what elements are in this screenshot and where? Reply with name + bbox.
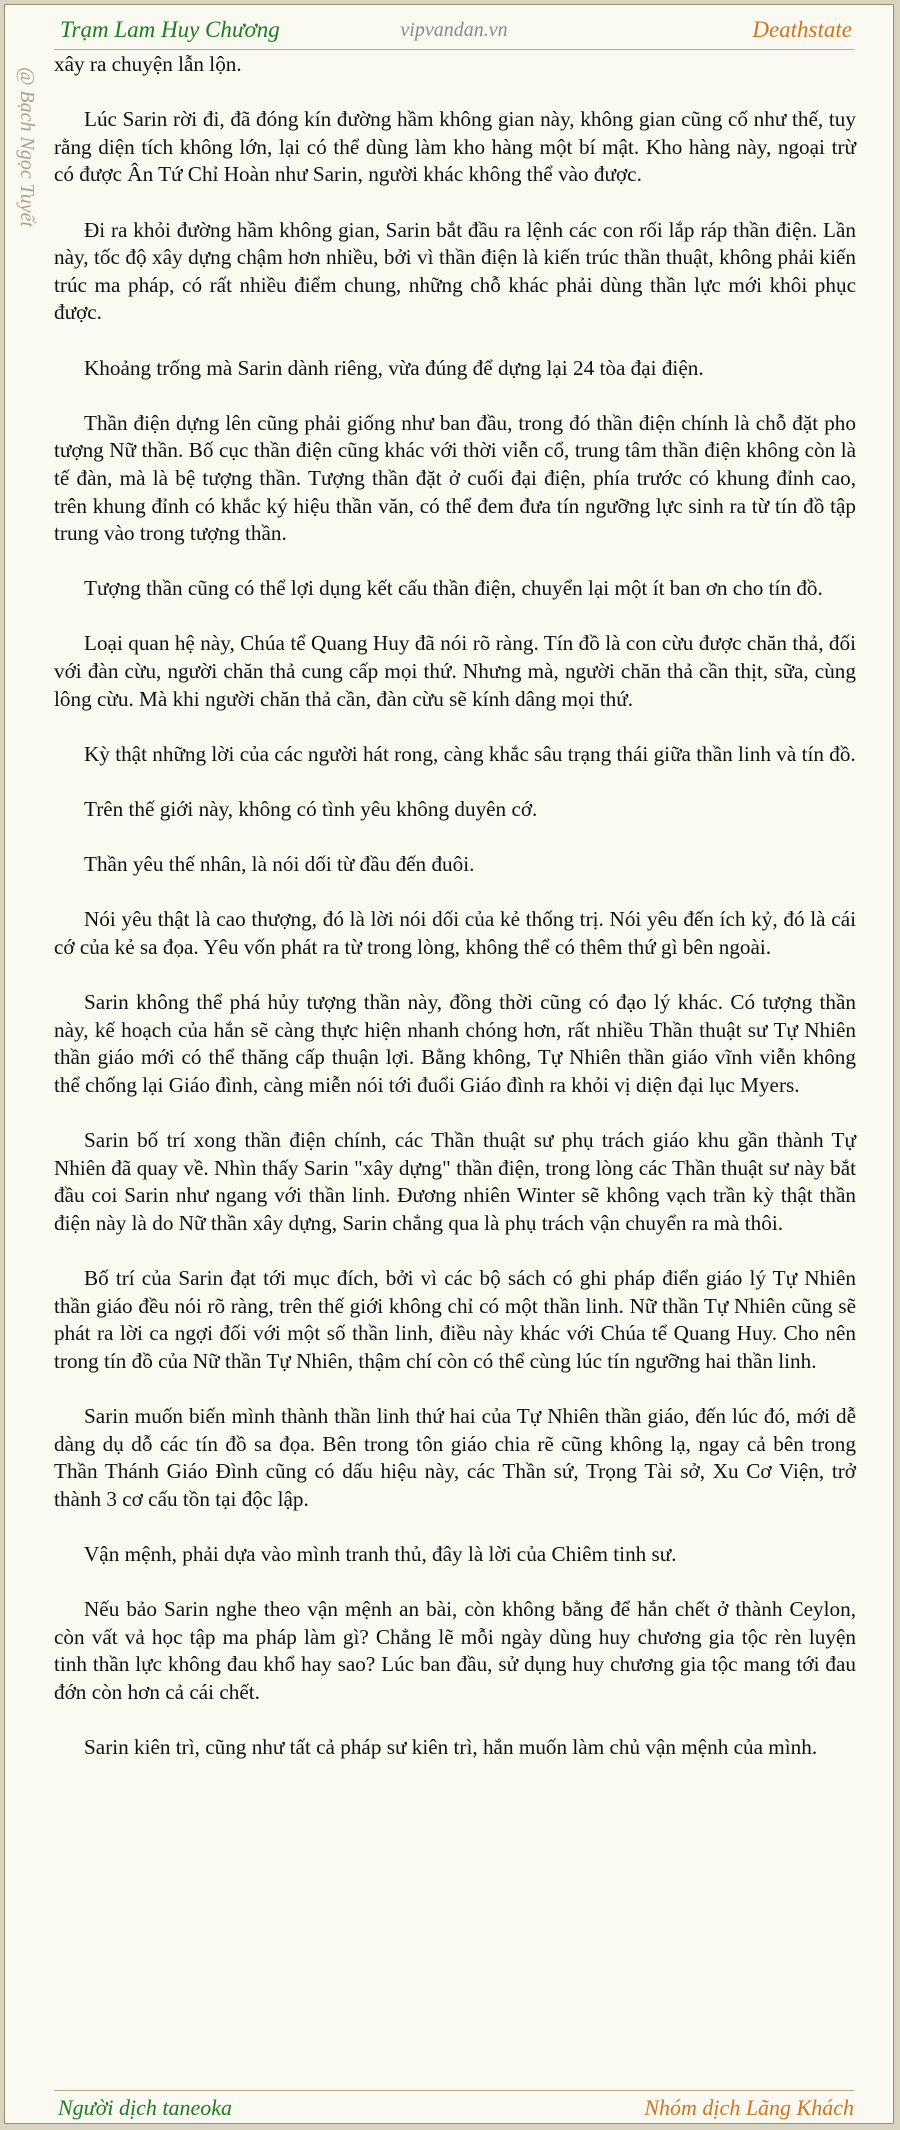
paragraph: Đi ra khỏi đường hầm không gian, Sarin bắt đầu ra lệnh các con rối lắp ráp thần điện. Lần này, tốc độ xây dựng chậm hơn nhiều, bởi vì thần điện là kiến trúc thần thuật, không phải kiến trúc ma pháp, có rất nhiều điểm chung, những chỗ khác phải dùng thần lực mới khôi phục được. <box>54 217 856 325</box>
paragraph: Sarin kiên trì, cũng như tất cả pháp sư kiên trì, hắn muốn làm chủ vận mệnh của mình. <box>84 1735 818 1760</box>
paragraph: Vận mệnh, phải dựa vào mình tranh thủ, đây là lời của Chiêm tinh sư. <box>84 1542 677 1567</box>
paragraph: Sarin bố trí xong thần điện chính, các Thần thuật sư phụ trách giáo khu gần thành Tự Nhiên đã quay về. Nhìn thấy Sarin "xây dựng" thần điện, trong lòng các Thần thuật sư này bắt đầu coi Sarin như ngang với thần linh. Đương nhiên Winter sẽ không vạch trần kỳ thật thần điện này là do Nữ thần xây dựng, Sarin chẳng qua là phụ trách vận chuyển ra mà thôi. <box>54 1128 856 1235</box>
paragraph: Kỳ thật những lời của các người hát rong, càng khắc sâu trạng thái giữa thần linh và tín đồ. <box>84 741 856 766</box>
header-site-title: Trạm Lam Huy Chương <box>60 17 280 42</box>
paragraph: Thần điện dựng lên cũng phải giống như ban đầu, trong đó thần điện chính là chỗ đặt pho tượng Nữ thần. Bố cục thần điện cũng khác với thời viễn cổ, trung tâm thần điện không còn là tế đàn, mà là bệ tượng thần. Tượng thần đặt ở cuối đại điện, phía trước có khung đỉnh cao, trên khung đỉnh có khắc ký hiệu thần văn, có thể đem đưa tín ngưỡng lực sinh ra từ tín đồ tập trung vào trong tượng thần. <box>54 410 856 546</box>
paragraph: Lúc Sarin rời đi, đã đóng kín đường hầm không gian này, không gian cũng cố như thế, tuy rằng diện tích không lớn, lại có thể dùng làm kho hàng một bí mật. Kho hàng này, ngoại trừ có được Ân Tứ Chỉ Hoàn như Sarin, người khác không thể vào được. <box>54 107 856 187</box>
page <box>4 4 894 2124</box>
paragraph: Bố trí của Sarin đạt tới mục đích, bởi vì các bộ sách có ghi pháp điển giáo lý Tự Nhiên thần giáo đều nói rõ ràng, trên thế giới không chỉ có một thần linh. Nữ thần Tự Nhiên cũng sẽ phát ra lời ca ngợi đối với một số thần linh, điều này khác với Chúa tể Quang Huy. Cho nên trong tín đồ của Nữ thần Tự Nhiên, thậm chí còn có thể cùng lúc tín ngưỡng hai thần linh. <box>54 1266 856 1373</box>
chapter-body <box>54 51 856 1789</box>
paragraph: Khoảng trống mà Sarin dành riêng, vừa đúng để dựng lại 24 tòa đại điện. <box>84 355 704 380</box>
footer-translation-group: Nhóm dịch Lãng Khách <box>644 2095 854 2120</box>
paragraph: Tượng thần cũng có thể lợi dụng kết cấu thần điện, chuyển lại một ít ban ơn cho tín đồ. <box>84 576 823 601</box>
paragraph: xây ra chuyện lẫn lộn. <box>54 52 242 76</box>
page-header <box>54 11 854 47</box>
watermark-text: @ Bạch Ngọc Tuyết <box>16 67 38 228</box>
page-footer <box>54 2095 854 2125</box>
paragraph: Nếu bảo Sarin nghe theo vận mệnh an bài, còn không bằng để hắn chết ở thành Ceylon, còn vất vả học tập ma pháp làm gì? Chẳng lẽ mỗi ngày dùng huy chương gia tộc rèn luyện tinh thần lực không đau khổ hay sao? Lúc ban đầu, sử dụng huy chương gia tộc mang tới đau đớn còn hơn cả cái chết. <box>54 1597 856 1705</box>
header-author: Deathstate <box>752 17 852 42</box>
side-watermark <box>8 67 48 287</box>
header-divider <box>54 49 854 50</box>
paragraph: Loại quan hệ này, Chúa tể Quang Huy đã nói rõ ràng. Tín đồ là con cừu được chăn thả, đối với đàn cừu, người chăn thả cung cấp mọi thứ. Nhưng mà, người chăn thả cần thịt, sữa, cùng lông cừu. Mà khi người chăn thả cần, đàn cừu sẽ kính dâng mọi thứ. <box>54 631 856 711</box>
header-site-url: vipvandan.vn <box>400 19 508 41</box>
footer-divider <box>54 2090 854 2091</box>
paragraph: Nói yêu thật là cao thượng, đó là lời nói dối của kẻ thống trị. Nói yêu đến ích kỷ, đó là cái cớ của kẻ sa đọa. Yêu vốn phát ra từ trong lòng, không thể có thêm thứ gì bên ngoài. <box>54 907 856 959</box>
paragraph: Trên thế giới này, không có tình yêu không duyên cớ. <box>84 797 538 822</box>
paragraph: Sarin không thể phá hủy tượng thần này, đồng thời cũng có đạo lý khác. Có tượng thần này, kế hoạch của hắn sẽ càng thực hiện nhanh chóng hơn, rất nhiều Thần thuật sư Tự Nhiên thần giáo mới có thể thăng cấp thuận lợi. Bằng không, Tự Nhiên thần giáo vĩnh viễn không thể chống lại Giáo đình, càng miễn nói tới đuổi Giáo đình ra khỏi vị diện đại lục Myers. <box>54 990 856 1097</box>
footer-translator: Người dịch taneoka <box>58 2095 233 2120</box>
paragraph: Thần yêu thế nhân, là nói dối từ đầu đến đuôi. <box>84 852 475 877</box>
paragraph: Sarin muốn biến mình thành thần linh thứ hai của Tự Nhiên thần giáo, đến lúc đó, mới dễ dàng dụ dỗ các tín đồ sa đọa. Bên trong tôn giáo chia rẽ cũng không lạ, ngay cả bên trong Thần Thánh Giáo Đình cũng có dấu hiệu này, các Thần sứ, Trọng Tài sở, Xu Cơ Viện, trở thành 3 cơ cấu tồn tại độc lập. <box>54 1404 856 1511</box>
